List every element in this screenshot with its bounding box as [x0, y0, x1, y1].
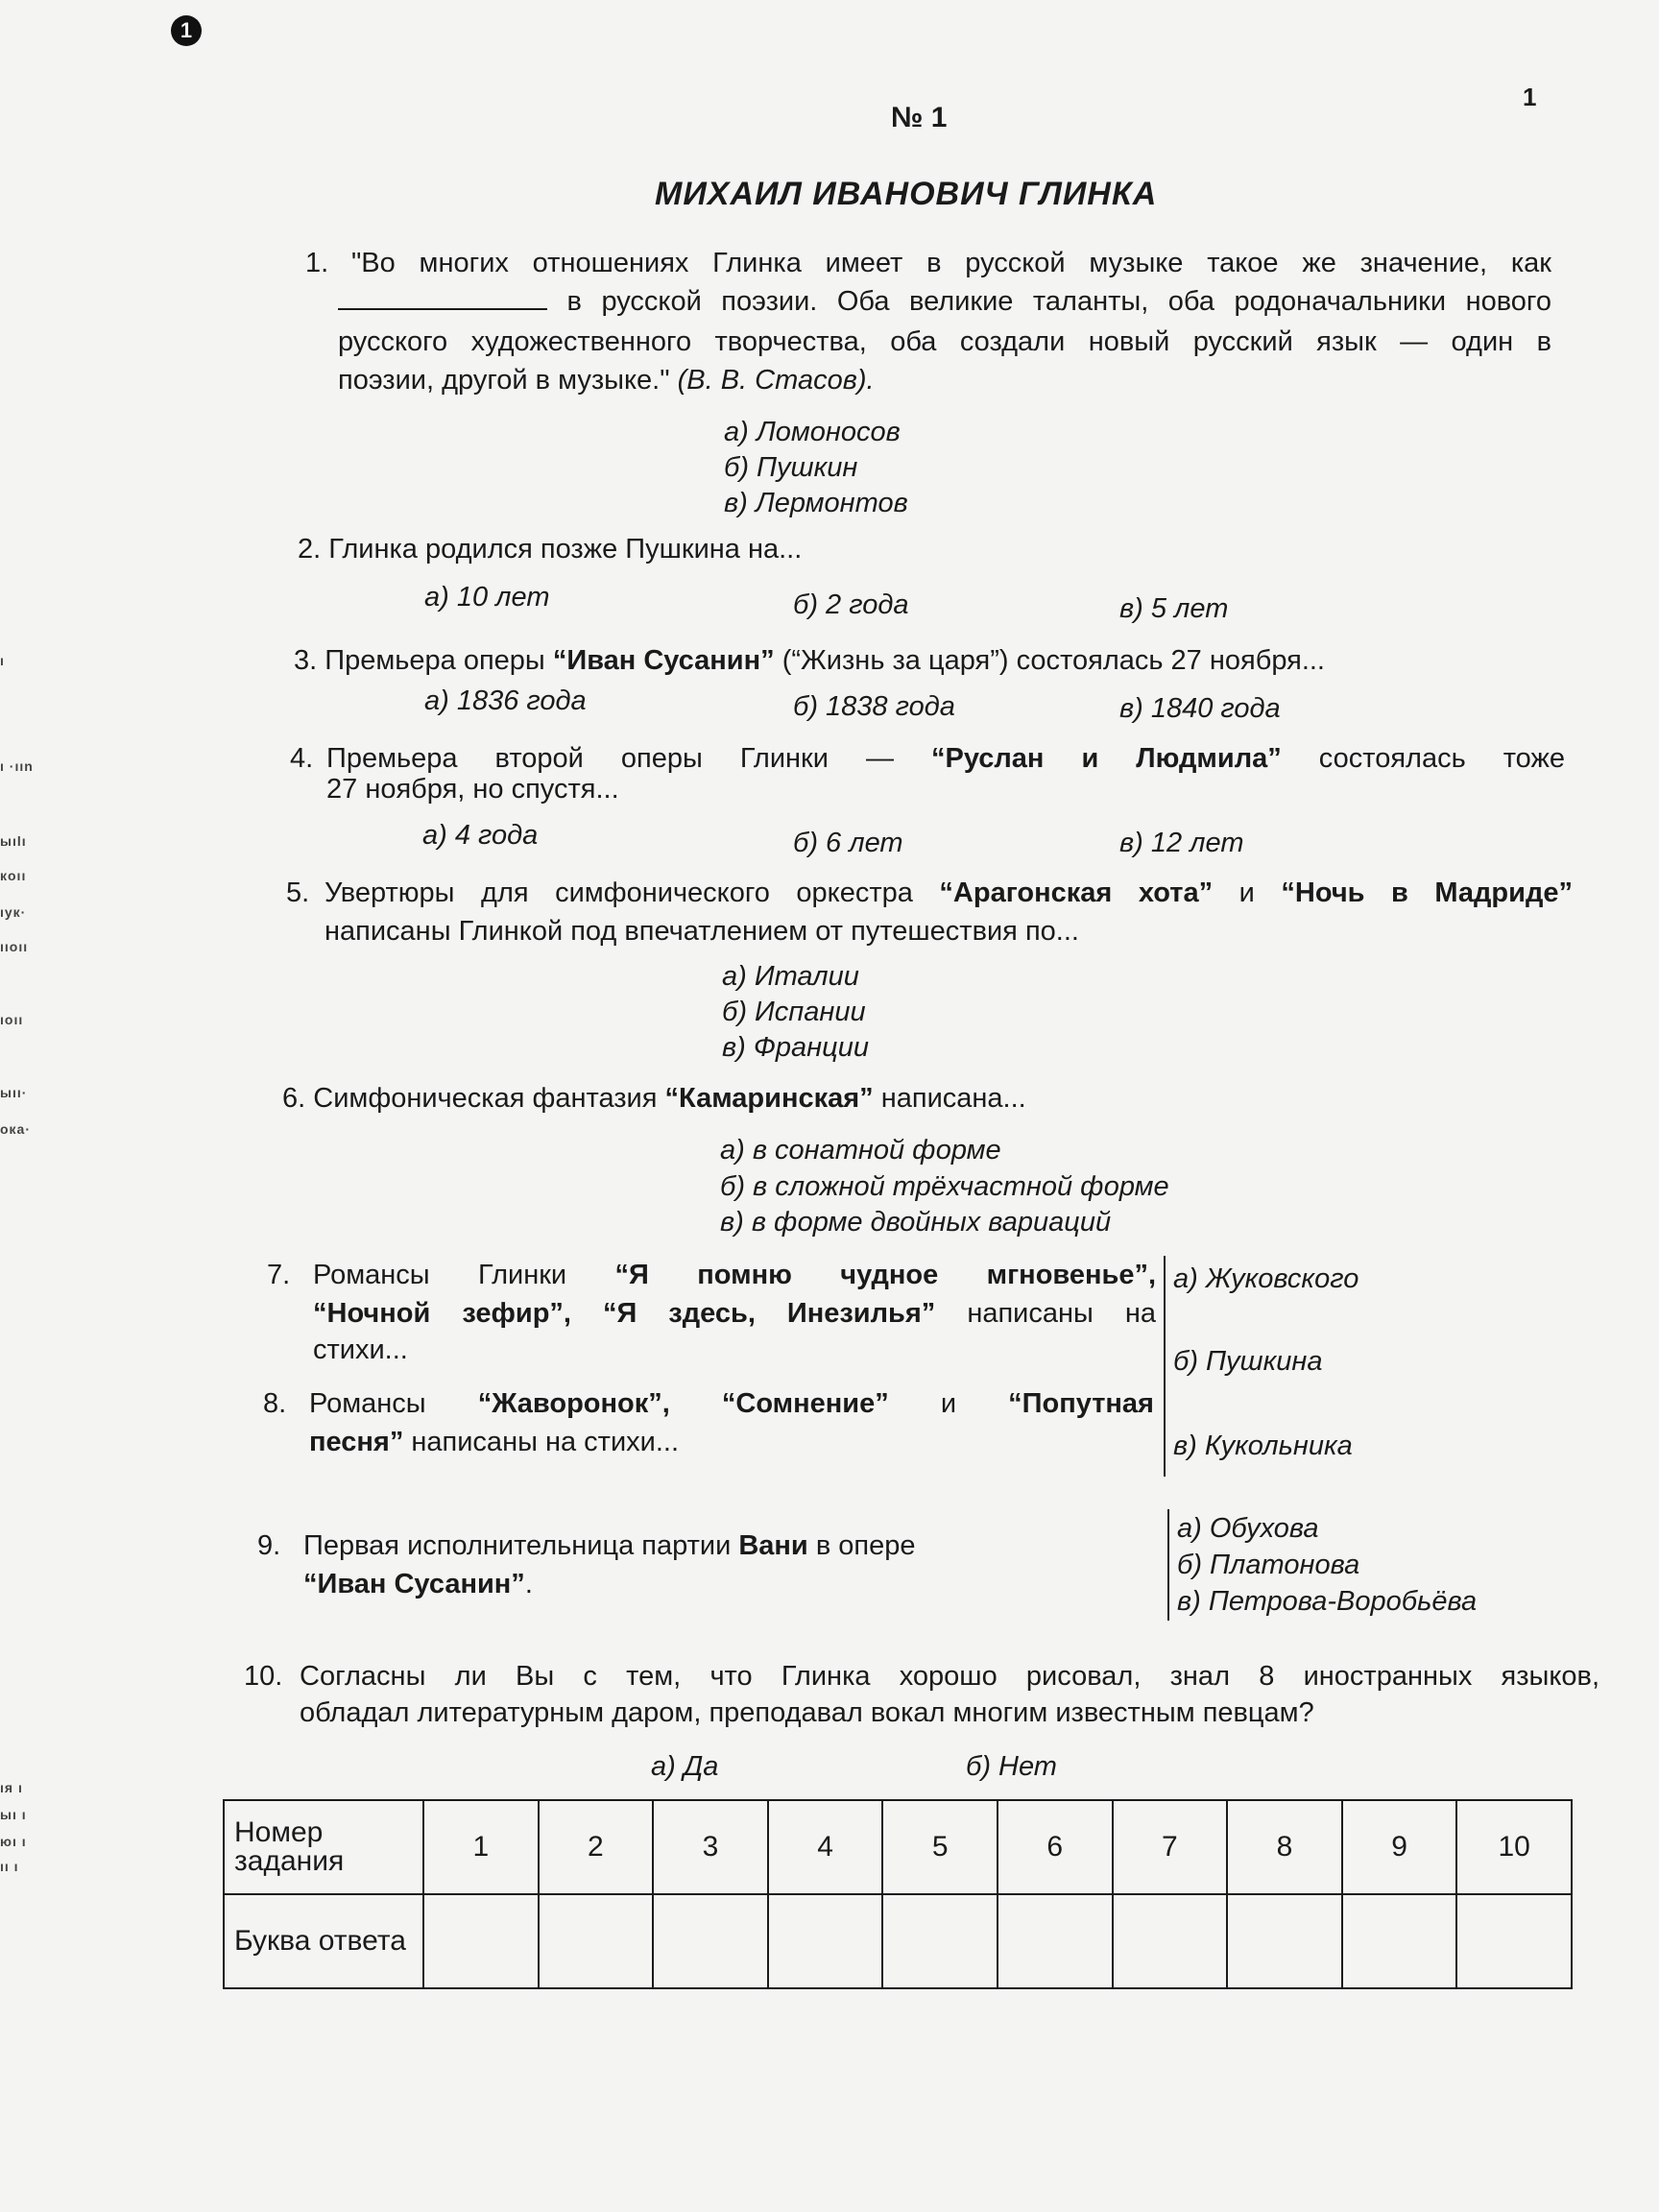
question-5-work-1: “Арагонская хота”	[939, 878, 1214, 908]
answer-cell[interactable]	[653, 1894, 768, 1988]
question-1-line-2	[338, 282, 1551, 321]
question-7-line-2	[313, 1294, 1156, 1333]
question-6-option-b: б) в сложной трёхчастной форме	[720, 1171, 1169, 1202]
question-8-romance-3: “Попутная	[1008, 1388, 1154, 1419]
question-6-option-a: а) в сонатной форме	[720, 1135, 1001, 1166]
question-2-option-c: в) 5 лет	[1119, 593, 1229, 624]
answer-cell[interactable]	[1113, 1894, 1228, 1988]
margin-mark: ока·	[0, 1121, 32, 1137]
answer-table	[223, 1799, 1573, 1989]
question-3-opera-title: “Иван Сусанин”	[552, 645, 775, 676]
question-2	[298, 530, 802, 568]
question-9-text: Первая исполнительница партии	[303, 1530, 732, 1561]
question-7-line-3: стихи...	[313, 1334, 408, 1365]
margin-mark: ıя ı	[0, 1780, 23, 1795]
question-3-number: 3.	[294, 645, 318, 676]
answer-cell[interactable]	[998, 1894, 1113, 1988]
question-6-option-c: в) в форме двойных вариаций	[720, 1207, 1112, 1238]
question-1-line-4	[338, 361, 875, 399]
question-number-cell: 7	[1113, 1800, 1228, 1894]
question-10-option-b: б) Нет	[966, 1751, 1057, 1782]
question-number-cell: 8	[1227, 1800, 1342, 1894]
question-7-number: 7.	[267, 1260, 291, 1290]
question-8-text-end: написаны на стихи...	[411, 1427, 680, 1457]
margin-mark: ı ·ıın	[0, 758, 34, 774]
question-3-text-end: (“Жизнь за царя”) состоялась 27 ноября...	[781, 645, 1325, 676]
ticket-circle-mark: 1	[171, 15, 202, 46]
question-number-cell: 6	[998, 1800, 1113, 1894]
question-7-8-option-c: в) Кукольника	[1173, 1431, 1353, 1461]
question-9-period: .	[524, 1569, 533, 1599]
question-7-text: Романсы Глинки	[313, 1260, 567, 1290]
question-4-text-end: состоялась тоже	[1318, 743, 1566, 774]
question-8-line-2	[309, 1423, 679, 1461]
question-8-romance-1: “Жаворонок”,	[477, 1388, 670, 1419]
question-4-option-b: б) 6 лет	[793, 828, 903, 858]
question-4-opera-title: “Руслан и Людмила”	[930, 743, 1282, 774]
question-1-author: (В. В. Стасов).	[677, 365, 875, 396]
question-6-text-end: написана...	[880, 1083, 1026, 1114]
answer-cell[interactable]	[882, 1894, 998, 1988]
margin-mark: ыıı·	[0, 1085, 28, 1100]
question-1-option-b: б) Пушкин	[724, 452, 858, 483]
question-1-line-3: русского художественного творчества, оба создали новый русский язык — один в	[338, 326, 1551, 357]
question-9-opera-title: “Иван Сусанин”	[303, 1569, 525, 1599]
question-7-8-option-b: б) Пушкина	[1173, 1346, 1323, 1377]
margin-mark: ыılı	[0, 833, 27, 849]
question-1-line-1: "Во многих отношениях Глинка имеет в русской музыке такое же значение, как	[351, 248, 1551, 278]
question-5-option-c: в) Франции	[722, 1032, 869, 1063]
question-7-romance-1: “Я помню чудное мгновенье”,	[614, 1260, 1157, 1290]
question-4-option-a: а) 4 года	[422, 820, 539, 851]
question-5-text: Увертюры для симфонического оркестра	[325, 878, 913, 908]
question-3-option-b: б) 1838 года	[793, 691, 955, 722]
options-bracket-line	[1164, 1256, 1166, 1477]
question-number-cell: 2	[539, 1800, 654, 1894]
answer-blank	[338, 287, 547, 310]
question-7-text-end: написаны на	[967, 1298, 1156, 1329]
question-5-line-2: написаны Глинкой под впечатлением от путешествия по...	[325, 916, 1079, 947]
question-9-line-1	[303, 1527, 916, 1565]
answer-table-header-row	[224, 1800, 1572, 1894]
margin-mark: ıoıı	[0, 1012, 24, 1027]
question-6-text: Симфоническая фантазия	[313, 1083, 658, 1114]
answer-cell[interactable]	[768, 1894, 883, 1988]
question-7-line-1	[313, 1256, 1156, 1294]
question-number-cell: 1	[423, 1800, 539, 1894]
question-9-text-end: в опере	[815, 1530, 916, 1561]
answer-table-row-label: Буква ответа	[224, 1894, 423, 1988]
ticket-number: № 1	[891, 102, 948, 133]
answer-cell[interactable]	[423, 1894, 539, 1988]
question-number-cell: 5	[882, 1800, 998, 1894]
question-10-number: 10.	[244, 1661, 283, 1692]
margin-mark: кoıı	[0, 868, 27, 883]
question-5-conjunction: и	[1238, 878, 1255, 908]
question-5-number: 5.	[286, 878, 310, 908]
answer-table-row-label: Номер задания	[224, 1800, 423, 1894]
question-9-option-c: в) Петрова-Воробьёва	[1177, 1586, 1478, 1617]
question-3	[294, 641, 1325, 680]
question-7-romance-3: “Я здесь, Инезилья”	[602, 1298, 936, 1329]
question-4-number: 4.	[290, 743, 314, 774]
question-1-number: 1.	[305, 248, 329, 278]
question-10-line-1: Согласны ли Вы с тем, что Глинка хорошо рисовал, знал 8 иностранных языков,	[300, 1661, 1599, 1692]
question-8-text: Романсы	[309, 1388, 426, 1419]
question-9-role: Вани	[738, 1530, 808, 1561]
question-5-option-a: а) Италии	[722, 961, 859, 992]
question-5-work-2: “Ночь в Мадриде”	[1281, 878, 1574, 908]
question-2-option-b: б) 2 года	[793, 589, 909, 620]
page-title: МИХАИЛ ИВАНОВИЧ ГЛИНКА	[655, 176, 1158, 212]
question-8-conjunction: и	[940, 1388, 957, 1419]
question-8-number: 8.	[263, 1388, 287, 1419]
question-8-romance-2: “Сомнение”	[721, 1388, 889, 1419]
question-10-line-2: обладал литературным даром, преподавал вокал многим известным певцам?	[300, 1697, 1314, 1728]
answer-cell[interactable]	[1227, 1894, 1342, 1988]
question-number-cell: 3	[653, 1800, 768, 1894]
question-1-option-c: в) Лермонтов	[724, 488, 908, 518]
question-3-option-c: в) 1840 года	[1119, 693, 1281, 724]
question-1-line-2-text: в русской поэзии. Оба великие таланты, оба родоначальники нового	[566, 286, 1552, 317]
question-number-cell: 4	[768, 1800, 883, 1894]
question-1-option-a: а) Ломоносов	[724, 417, 901, 447]
question-2-option-a: а) 10 лет	[424, 582, 550, 613]
question-2-text: Глинка родился позже Пушкина на...	[328, 534, 803, 565]
question-4-option-c: в) 12 лет	[1119, 828, 1244, 858]
answer-cell[interactable]	[1456, 1894, 1572, 1988]
question-2-number: 2.	[298, 534, 322, 565]
question-6-work: “Камаринская”	[664, 1083, 874, 1114]
question-9-number: 9.	[257, 1530, 281, 1561]
margin-mark: ıı ı	[0, 1859, 19, 1874]
question-10-option-a: а) Да	[651, 1751, 719, 1782]
question-number-cell: 10	[1456, 1800, 1572, 1894]
question-7-romance-2: “Ночной зефир”,	[313, 1298, 571, 1329]
question-6-number: 6.	[282, 1083, 306, 1114]
options-bracket-line	[1167, 1509, 1169, 1621]
answer-cell[interactable]	[1342, 1894, 1457, 1988]
margin-mark: ııoıı	[0, 939, 29, 954]
answer-cell[interactable]	[539, 1894, 654, 1988]
question-number-cell: 9	[1342, 1800, 1457, 1894]
question-6	[282, 1079, 1026, 1118]
margin-mark: ı	[0, 653, 5, 668]
question-8-romance-3-end: песня”	[309, 1427, 404, 1457]
question-9-option-a: а) Обухова	[1177, 1513, 1319, 1544]
question-1-quote-end: поэзии, другой в музыке."	[338, 365, 670, 396]
question-9-line-2	[303, 1565, 533, 1603]
question-4-line-2: 27 ноября, но спустя...	[326, 774, 619, 805]
question-7-8-option-a: а) Жуковского	[1173, 1263, 1359, 1294]
question-5-option-b: б) Испании	[722, 997, 866, 1027]
question-3-option-a: а) 1836 года	[424, 685, 587, 716]
page-number: 1	[1523, 83, 1537, 111]
margin-mark: ıук·	[0, 904, 27, 920]
question-5-line-1	[325, 874, 1573, 912]
answer-table-answer-row	[224, 1894, 1572, 1988]
question-8-line-1	[309, 1384, 1154, 1423]
margin-mark: ыı ı	[0, 1807, 27, 1822]
margin-mark: юı ı	[0, 1834, 27, 1849]
question-4-text: Премьера второй оперы Глинки —	[326, 743, 894, 774]
question-9-option-b: б) Платонова	[1177, 1550, 1360, 1580]
question-3-text: Премьера оперы	[325, 645, 545, 676]
